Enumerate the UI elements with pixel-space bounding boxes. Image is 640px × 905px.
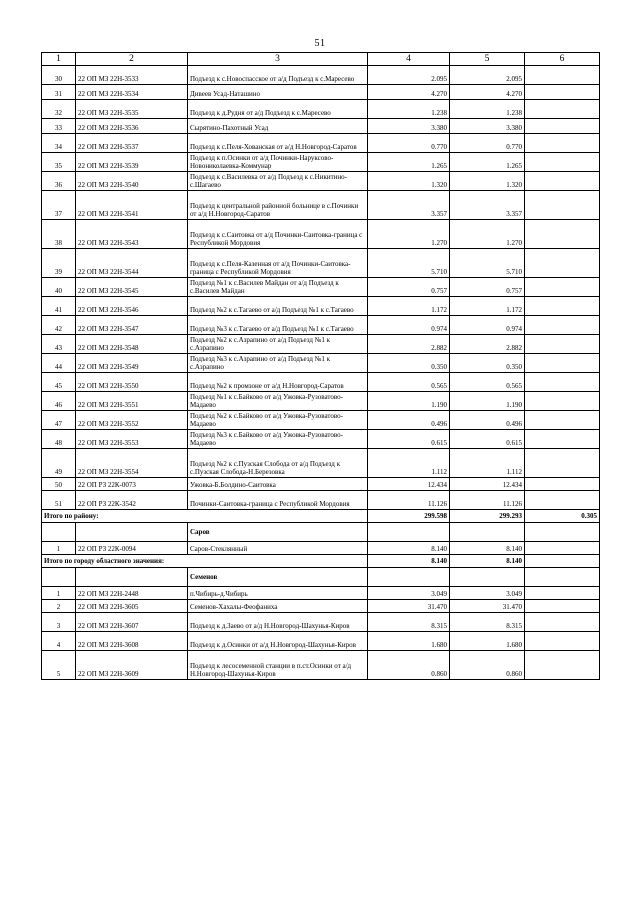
row-number: 32 [42,100,76,119]
road-code: 22 ОП МЗ 22Н-3553 [76,430,188,449]
road-code: 22 ОП МЗ 22Н-3550 [76,373,188,392]
length-total: 4.270 [368,85,450,100]
road-name: Подъезд №3 к с.Тагаево от а/д Подъезд №1 к с.Тагаево [188,316,368,335]
row-number: 36 [42,172,76,191]
length-other [525,632,600,651]
table-row [42,392,600,411]
table-row [42,278,600,297]
row-number: 33 [42,119,76,134]
length-total: 0.615 [368,430,450,449]
length-other [525,153,600,172]
length-total: 11.126 [368,491,450,510]
length-other [525,119,600,134]
length-paved: 0.350 [450,354,525,373]
road-name: Подъезд №1 к с.Василев Майдан от а/д Подъезд к с.Василев Майдан [188,278,368,297]
length-other [525,587,600,600]
length-paved: 8.140 [450,542,525,555]
row-number: 34 [42,134,76,153]
section-sarov-row [42,523,600,542]
road-code: 22 ОП МЗ 22Н-3549 [76,354,188,373]
length-paved: 1.172 [450,297,525,316]
length-paved: 2.882 [450,335,525,354]
road-name: Подъезд к д.Рудня от а/д Подъезд к с.Маресево [188,100,368,119]
length-other [525,354,600,373]
road-name: Подъезд к д.Заево от а/д Н.Новгород-Шахунья-Киров [188,613,368,632]
length-total: 0.496 [368,411,450,430]
table-row [42,191,600,220]
table-row [42,430,600,449]
length-paved: 0.860 [450,651,525,680]
road-code: 22 ОП МЗ 22Н-3533 [76,66,188,85]
table-row [42,587,600,600]
table-row [42,373,600,392]
road-name: Подъезд к д.Осинки от а/д Н.Новгород-Шахунья-Киров [188,632,368,651]
section-empty-cell [368,568,450,587]
road-code: 22 ОП МЗ 22Н-3548 [76,335,188,354]
road-code: 22 ОП МЗ 22Н-3537 [76,134,188,153]
section-empty-cell [76,568,188,587]
table-row [42,335,600,354]
road-code: 22 ОП МЗ 22Н-3541 [76,191,188,220]
length-total: 2.095 [368,66,450,85]
road-code: 22 ОП МЗ 22Н-3536 [76,119,188,134]
table-row [42,85,600,100]
length-total: 0.974 [368,316,450,335]
section-empty-cell [368,523,450,542]
length-paved: 1.270 [450,220,525,249]
length-total: 12.434 [368,478,450,491]
road-code: 22 ОП РЗ 22К-0094 [76,542,188,555]
length-total: 3.049 [368,587,450,600]
length-other [525,66,600,85]
length-total: 1.112 [368,449,450,478]
row-number: 51 [42,491,76,510]
table-row [42,66,600,85]
page-number: 51 [314,38,326,49]
roads-table [41,52,600,680]
row-number: 31 [42,85,76,100]
length-paved: 3.380 [450,119,525,134]
length-other [525,85,600,100]
road-code: 22 ОП МЗ 22Н-3608 [76,632,188,651]
length-total: 1.320 [368,172,450,191]
road-code: 22 ОП МЗ 22Н-3540 [76,172,188,191]
road-name: Подъезд к с.Новоспасское от а/д Подъезд к с.Маресево [188,66,368,85]
length-paved: 0.615 [450,430,525,449]
length-paved: 0.770 [450,134,525,153]
section-empty-cell [76,523,188,542]
length-other [525,335,600,354]
total-city-row [42,555,600,568]
section-empty-cell [525,523,600,542]
road-name: Подъезд №2 к с.Байково от а/д Ужовка-Рузоватово-Мадаево [188,411,368,430]
row-number: 40 [42,278,76,297]
length-other [525,392,600,411]
table-row [42,297,600,316]
road-name: Дивеев Усад-Наташино [188,85,368,100]
section-empty-cell [450,523,525,542]
table-row [42,119,600,134]
row-number: 48 [42,430,76,449]
road-name: Подъезд к п.Осинки от а/д Починки-Наруксово-Новониколаевка-Коммунар [188,153,368,172]
table-row [42,542,600,555]
road-name: Сырятино-Пахотный Усад [188,119,368,134]
road-name: п.Чибирь-д.Чибирь [188,587,368,600]
length-other [525,297,600,316]
table-row [42,354,600,373]
road-name: Семенов-Хахалы-Феофаниха [188,600,368,613]
length-paved: 12.434 [450,478,525,491]
row-number: 44 [42,354,76,373]
total-other [525,555,600,568]
row-number: 50 [42,478,76,491]
table-row [42,651,600,680]
length-total: 1.172 [368,297,450,316]
table-row [42,172,600,191]
road-name: Подъезд №2 к с.Пузская Слобода от а/д Подъезд к с.Пузская Слобода-Н.Березовка [188,449,368,478]
section-empty-cell [450,568,525,587]
road-code: 22 ОП МЗ 22Н-3545 [76,278,188,297]
length-other [525,134,600,153]
length-paved: 0.757 [450,278,525,297]
section-semenov-row [42,568,600,587]
length-total: 5.710 [368,249,450,278]
length-total: 8.140 [368,542,450,555]
road-code: 22 ОП МЗ 22Н-3534 [76,85,188,100]
length-paved: 0.974 [450,316,525,335]
road-code: 22 ОП РЗ 22К-0073 [76,478,188,491]
length-total: 1.265 [368,153,450,172]
road-name: Подъезд №2 к с.Тагаево от а/д Подъезд №1 к с.Тагаево [188,297,368,316]
row-number: 1 [42,587,76,600]
total-length: 8.140 [368,555,450,568]
road-code: 22 ОП МЗ 22Н-3539 [76,153,188,172]
road-code: 22 ОП МЗ 22Н-3535 [76,100,188,119]
column-number: 3 [188,53,368,66]
table-row [42,491,600,510]
row-number: 30 [42,66,76,85]
length-other [525,651,600,680]
section-title: Саров [188,523,368,542]
road-name: Подъезд №1 к с.Байково от а/д Ужовка-Рузоватово-Мадаево [188,392,368,411]
length-total: 1.680 [368,632,450,651]
road-code: 22 ОП МЗ 22Н-3609 [76,651,188,680]
total-paved: 299.293 [450,510,525,523]
column-number-row [42,53,600,66]
row-number: 2 [42,600,76,613]
road-name: Подъезд к лесосеменной станции в п.ст.Осинки от а/д Н.Новгород-Шахунья-Киров [188,651,368,680]
length-paved: 1.680 [450,632,525,651]
length-paved: 0.496 [450,411,525,430]
total-length: 299.598 [368,510,450,523]
road-code: 22 ОП МЗ 22Н-3607 [76,613,188,632]
road-name: Подъезд к с.Пеля-Хованская от а/д Н.Новгород-Саратов [188,134,368,153]
table-row [42,449,600,478]
section-empty-cell [525,568,600,587]
road-name: Саров-Стеклянный [188,542,368,555]
length-paved: 3.049 [450,587,525,600]
total-label: Итого по городу областного значения: [42,555,368,568]
road-code: 22 ОП МЗ 22Н-3546 [76,297,188,316]
road-name: Подъезд №2 к промзоне от а/д Н.Новгород-Саратов [188,373,368,392]
table-row [42,613,600,632]
column-number: 6 [525,53,600,66]
road-name: Ужовка-Б.Болдино-Саитовка [188,478,368,491]
row-number: 5 [42,651,76,680]
length-other [525,249,600,278]
length-total: 0.770 [368,134,450,153]
length-other [525,600,600,613]
row-number: 4 [42,632,76,651]
length-paved: 3.357 [450,191,525,220]
row-number: 1 [42,542,76,555]
length-other [525,278,600,297]
table-row [42,249,600,278]
row-number: 46 [42,392,76,411]
length-other [525,411,600,430]
length-total: 1.238 [368,100,450,119]
road-code: 22 ОП МЗ 22Н-3552 [76,411,188,430]
length-other [525,449,600,478]
row-number: 37 [42,191,76,220]
length-paved: 11.126 [450,491,525,510]
length-total: 0.350 [368,354,450,373]
length-total: 8.315 [368,613,450,632]
length-paved: 1.320 [450,172,525,191]
length-paved: 8.315 [450,613,525,632]
length-paved: 1.265 [450,153,525,172]
length-total: 0.565 [368,373,450,392]
row-number: 45 [42,373,76,392]
road-name: Подъезд №3 к с.Азрапино от а/д Подъезд №1 к с.Азрапино [188,354,368,373]
row-number: 39 [42,249,76,278]
road-code: 22 ОП МЗ 22Н-3544 [76,249,188,278]
road-name: Подъезд к центральной районной больнице в с.Починки от а/д Н.Новгород-Саратов [188,191,368,220]
row-number: 38 [42,220,76,249]
length-other [525,220,600,249]
length-other [525,491,600,510]
length-other [525,430,600,449]
column-number: 1 [42,53,76,66]
table-row [42,316,600,335]
table-row [42,100,600,119]
length-total: 3.357 [368,191,450,220]
total-other: 0.305 [525,510,600,523]
road-code: 22 ОП МЗ 22Н-3547 [76,316,188,335]
length-paved: 31.470 [450,600,525,613]
table-row [42,153,600,172]
column-number: 4 [368,53,450,66]
table-row [42,600,600,613]
road-name: Подъезд к с.Пеля-Казенная от а/д Починки-Саитовка-граница с Республикой Мордовия [188,249,368,278]
road-name: Подъезд к с.Василевка от а/д Подъезд к с.Никитино-с.Шагаево [188,172,368,191]
column-number: 5 [450,53,525,66]
section-title: Семенов [188,568,368,587]
section-empty-cell [42,523,76,542]
table-row [42,632,600,651]
length-other [525,316,600,335]
length-other [525,542,600,555]
road-code: 22 ОП МЗ 22Н-3605 [76,600,188,613]
length-other [525,172,600,191]
length-total: 3.380 [368,119,450,134]
length-paved: 1.112 [450,449,525,478]
row-number: 41 [42,297,76,316]
length-paved: 5.710 [450,249,525,278]
length-other [525,478,600,491]
table-row [42,134,600,153]
column-number: 2 [76,53,188,66]
length-total: 1.190 [368,392,450,411]
road-name: Подъезд к с.Саитовка от а/д Починки-Саитовка-граница с Республикой Мордовия [188,220,368,249]
row-number: 43 [42,335,76,354]
length-other [525,191,600,220]
length-total: 2.882 [368,335,450,354]
length-paved: 1.238 [450,100,525,119]
road-name: Подъезд №2 к с.Азрапино от а/д Подъезд №1 к с.Азрапино [188,335,368,354]
row-number: 3 [42,613,76,632]
total-district-row [42,510,600,523]
row-number: 49 [42,449,76,478]
road-code: 22 ОП МЗ 22Н-2448 [76,587,188,600]
road-name: Починки-Саитовка-граница с Республикой Мордовия [188,491,368,510]
road-code: 22 ОП РЗ 22К-3542 [76,491,188,510]
total-label: Итого по району: [42,510,368,523]
total-paved: 8.140 [450,555,525,568]
length-other [525,100,600,119]
table-row [42,411,600,430]
row-number: 47 [42,411,76,430]
road-name: Подъезд №3 к с.Байково от а/д Ужовка-Рузоватово-Мадаево [188,430,368,449]
section-empty-cell [42,568,76,587]
length-other [525,613,600,632]
row-number: 35 [42,153,76,172]
length-paved: 0.565 [450,373,525,392]
length-paved: 2.095 [450,66,525,85]
length-total: 31.470 [368,600,450,613]
length-total: 0.757 [368,278,450,297]
road-code: 22 ОП МЗ 22Н-3543 [76,220,188,249]
length-other [525,373,600,392]
length-total: 0.860 [368,651,450,680]
length-total: 1.270 [368,220,450,249]
table-row [42,220,600,249]
road-code: 22 ОП МЗ 22Н-3554 [76,449,188,478]
length-paved: 1.190 [450,392,525,411]
road-code: 22 ОП МЗ 22Н-3551 [76,392,188,411]
length-paved: 4.270 [450,85,525,100]
table-row [42,478,600,491]
row-number: 42 [42,316,76,335]
